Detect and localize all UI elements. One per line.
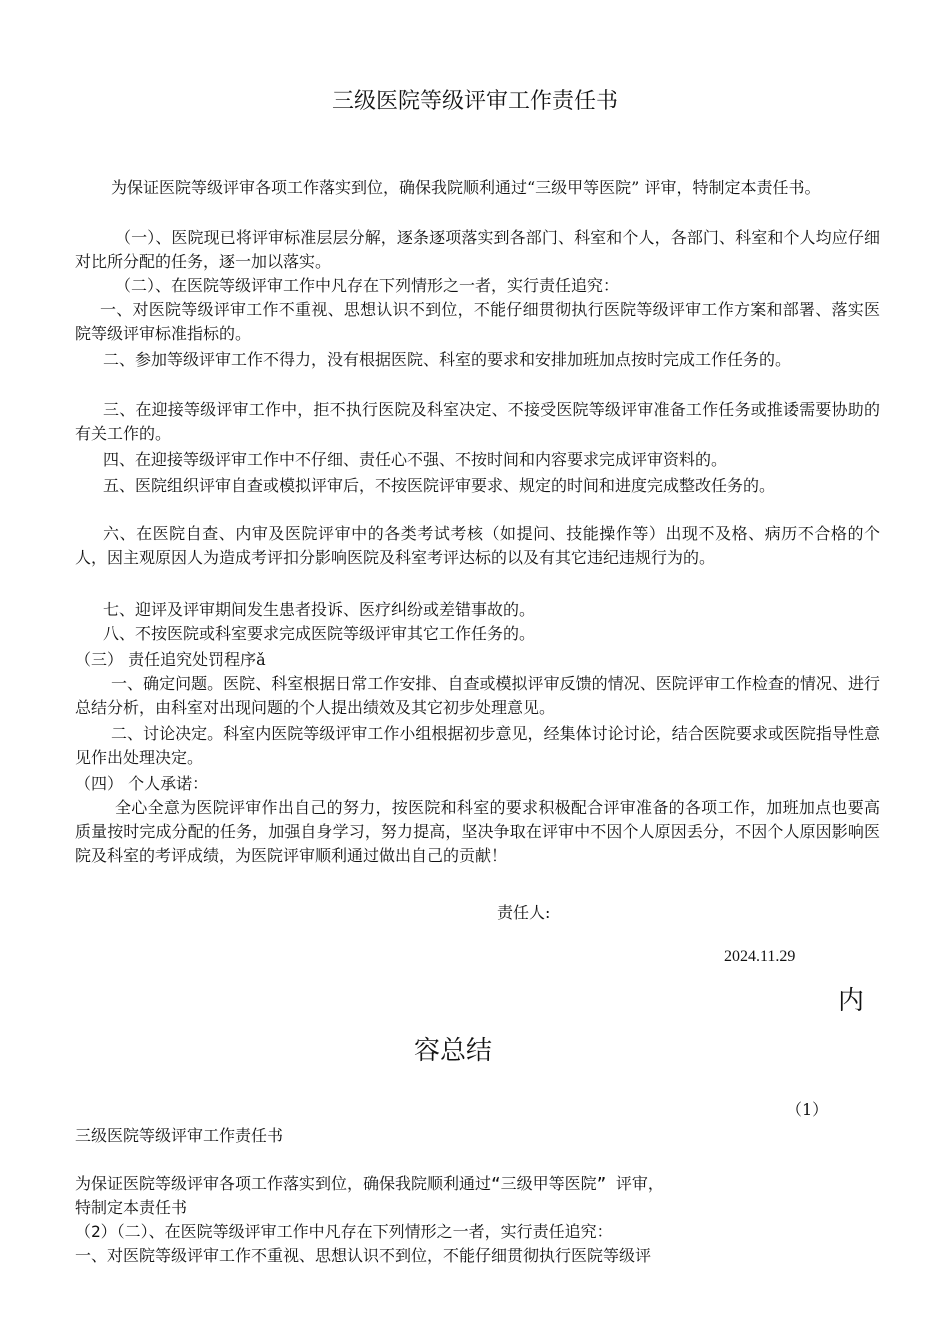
summary-line: （2）（二）、在医院等级评审工作中凡存在下列情形之一者，实行责任追究： <box>75 1222 613 1241</box>
commitment-paragraph: 全心全意为医院评审作出自己的努力，按医院和科室的要求积极配合评审准备的各项工作，加班加点也要高质量按时完成分配的任务，加强自身学习，努力提高，坚决争取在评审中不因个人原因丢分，不因个人原因影响医院及科室的考评成绩，为医院评审顺利通过做出自己的贡献！ <box>75 798 880 865</box>
section-one-paragraph: （一）、医院现已将评审标准层层分解，逐条逐项落实到各部门、科室和个人，各部门、科室和个人均应仔细对比所分配的任务，逐一加以落实。 <box>75 228 880 271</box>
summary-heading-part2: 容总结 <box>414 1036 493 1066</box>
summary-marker: （1） <box>786 1100 829 1119</box>
item-one: 一、对医院等级评审工作不重视、思想认识不到位，不能仔细贯彻执行医院等级评审工作方案和部署、落实医院等级评审标准指标的。 <box>75 300 880 343</box>
section-two-heading: （二）、在医院等级评审工作中凡存在下列情形之一者，实行责任追究： <box>115 276 620 295</box>
item-four: 四、在迎接等级评审工作中不仔细、责任心不强、不按时间和内容要求完成评审资料的。 <box>103 450 728 469</box>
summary-line: 为保证医院等级评审各项工作落实到位，确保我院顺利通过“三级甲等医院” 评审， <box>75 1174 664 1193</box>
summary-line: 一、对医院等级评审工作不重视、思想认识不到位，不能仔细贯彻执行医院等级评 <box>75 1246 652 1265</box>
procedure-two: 二、讨论决定。科室内医院等级评审工作小组根据初步意见，经集体讨论讨论，结合医院要求或医院指导性意见作出处理决定。 <box>75 724 880 767</box>
item-seven: 七、迎评及评审期间发生患者投诉、医疗纠纷或差错事故的。 <box>103 600 536 619</box>
item-five: 五、医院组织评审自查或模拟评审后，不按医院评审要求、规定的时间和进度完成整改任务的。 <box>103 476 776 495</box>
item-six: 六、在医院自查、内审及医院评审中的各类考试考核（如提问、技能操作等）出现不及格、病历不合格的个人，因主观原因人为造成考评扣分影响医院及科室考评达标的以及有其它违纪违规行为的。 <box>75 524 880 567</box>
item-two: 二、参加等级评审工作不得力，没有根据医院、科室的要求和安排加班加点按时完成工作任务的。 <box>103 350 792 369</box>
section-four-heading: （四） 个人承诺： <box>75 774 209 793</box>
intro-paragraph: 为保证医院等级评审各项工作落实到位，确保我院顺利通过“三级甲等医院” 评审，特制定本责任书。 <box>111 178 821 197</box>
document-title: 三级医院等级评审工作责任书 <box>331 89 618 114</box>
procedure-one: 一、确定问题。医院、科室根据日常工作安排、自查或模拟评审反馈的情况、医院评审工作检查的情况、进行总结分析，由科室对出现问题的个人提出绩效及其它初步处理意见。 <box>75 674 880 717</box>
signature-label: 责任人: <box>497 903 551 922</box>
summary-line: 特制定本责任书 <box>75 1198 188 1217</box>
item-eight: 八、不按医院或科室要求完成医院等级评审其它工作任务的。 <box>103 624 536 643</box>
section-three-heading: （三） 责任追究处罚程序ǎ <box>75 650 266 669</box>
summary-line: 三级医院等级评审工作责任书 <box>75 1126 284 1145</box>
signature-date: 2024.11.29 <box>724 948 796 965</box>
item-three: 三、在迎接等级评审工作中，拒不执行医院及科室决定、不接受医院等级评审准备工作任务或推诿需要协助的有关工作的。 <box>75 400 880 443</box>
summary-heading-part1: 内 <box>838 986 865 1016</box>
